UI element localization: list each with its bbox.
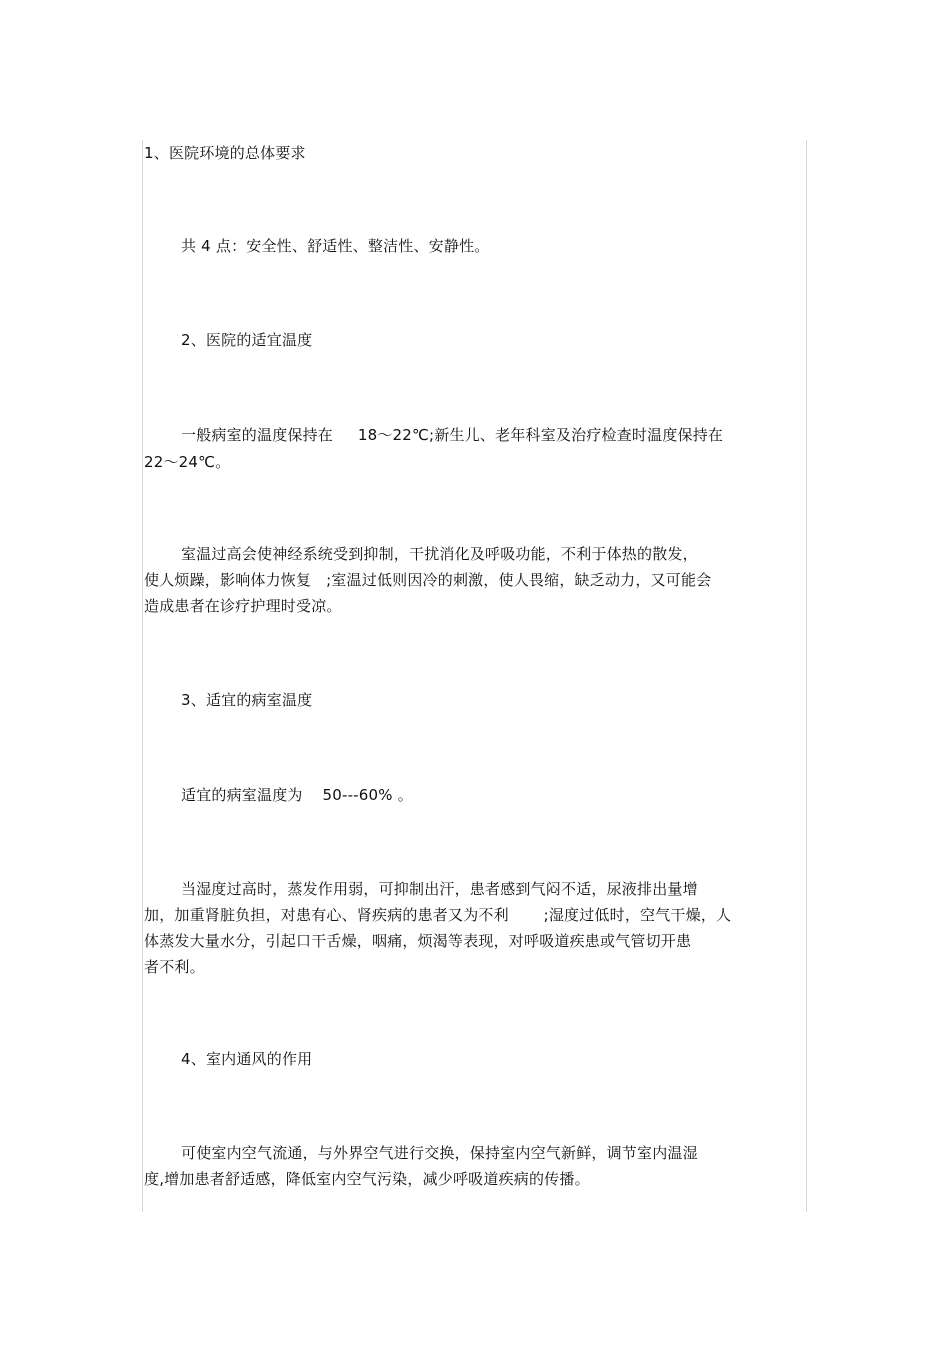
paragraph-1: 共 4 点：安全性、舒适性、整洁性、安静性。 (181, 237, 490, 255)
paragraph-3-line-2: 使人烦躁，影响体力恢复 ;室温过低则因冷的刺激，使人畏缩，缺乏动力，又可能会 (144, 571, 712, 589)
right-border-line (806, 140, 807, 1212)
paragraph-6-line-2: 度,增加患者舒适感，降低室内空气污染，减少呼吸道疾病的传播。 (144, 1170, 590, 1188)
paragraph-5-line-1: 当湿度过高时，蒸发作用弱，可抑制出汗，患者感到气闷不适，尿液排出量增 (181, 880, 698, 898)
section-heading-2: 2、医院的适宜温度 (181, 331, 313, 349)
paragraph-5-line-2: 加，加重肾脏负担，对患有心、肾疾病的患者又为不利 ;湿度过低时，空气干燥，人 (144, 906, 732, 924)
paragraph-6-line-1: 可使室内空气流通，与外界空气进行交换，保持室内空气新鲜，调节室内温湿 (181, 1144, 698, 1162)
section-heading-1: 1、医院环境的总体要求 (144, 144, 306, 162)
paragraph-2-line-2: 22～24℃。 (144, 453, 231, 471)
section-heading-4: 4、室内通风的作用 (181, 1050, 313, 1068)
paragraph-3-line-3: 造成患者在诊疗护理时受凉。 (144, 597, 342, 615)
section-heading-3: 3、适宜的病室温度 (181, 691, 313, 709)
paragraph-4: 适宜的病室温度为 50---60% 。 (181, 786, 413, 804)
paragraph-3-line-1: 室温过高会使神经系统受到抑制，干扰消化及呼吸功能，不利于体热的散发， (181, 545, 698, 563)
left-border-line (142, 140, 143, 1212)
paragraph-2-line-1: 一般病室的温度保持在 18～22℃;新生儿、老年科室及治疗检查时温度保持在 (181, 426, 724, 444)
paragraph-5-line-4: 者不利。 (144, 958, 205, 976)
paragraph-5-line-3: 体蒸发大量水分，引起口干舌燥，咽痛，烦渴等表现，对呼吸道疾患或气管切开患 (144, 932, 692, 950)
